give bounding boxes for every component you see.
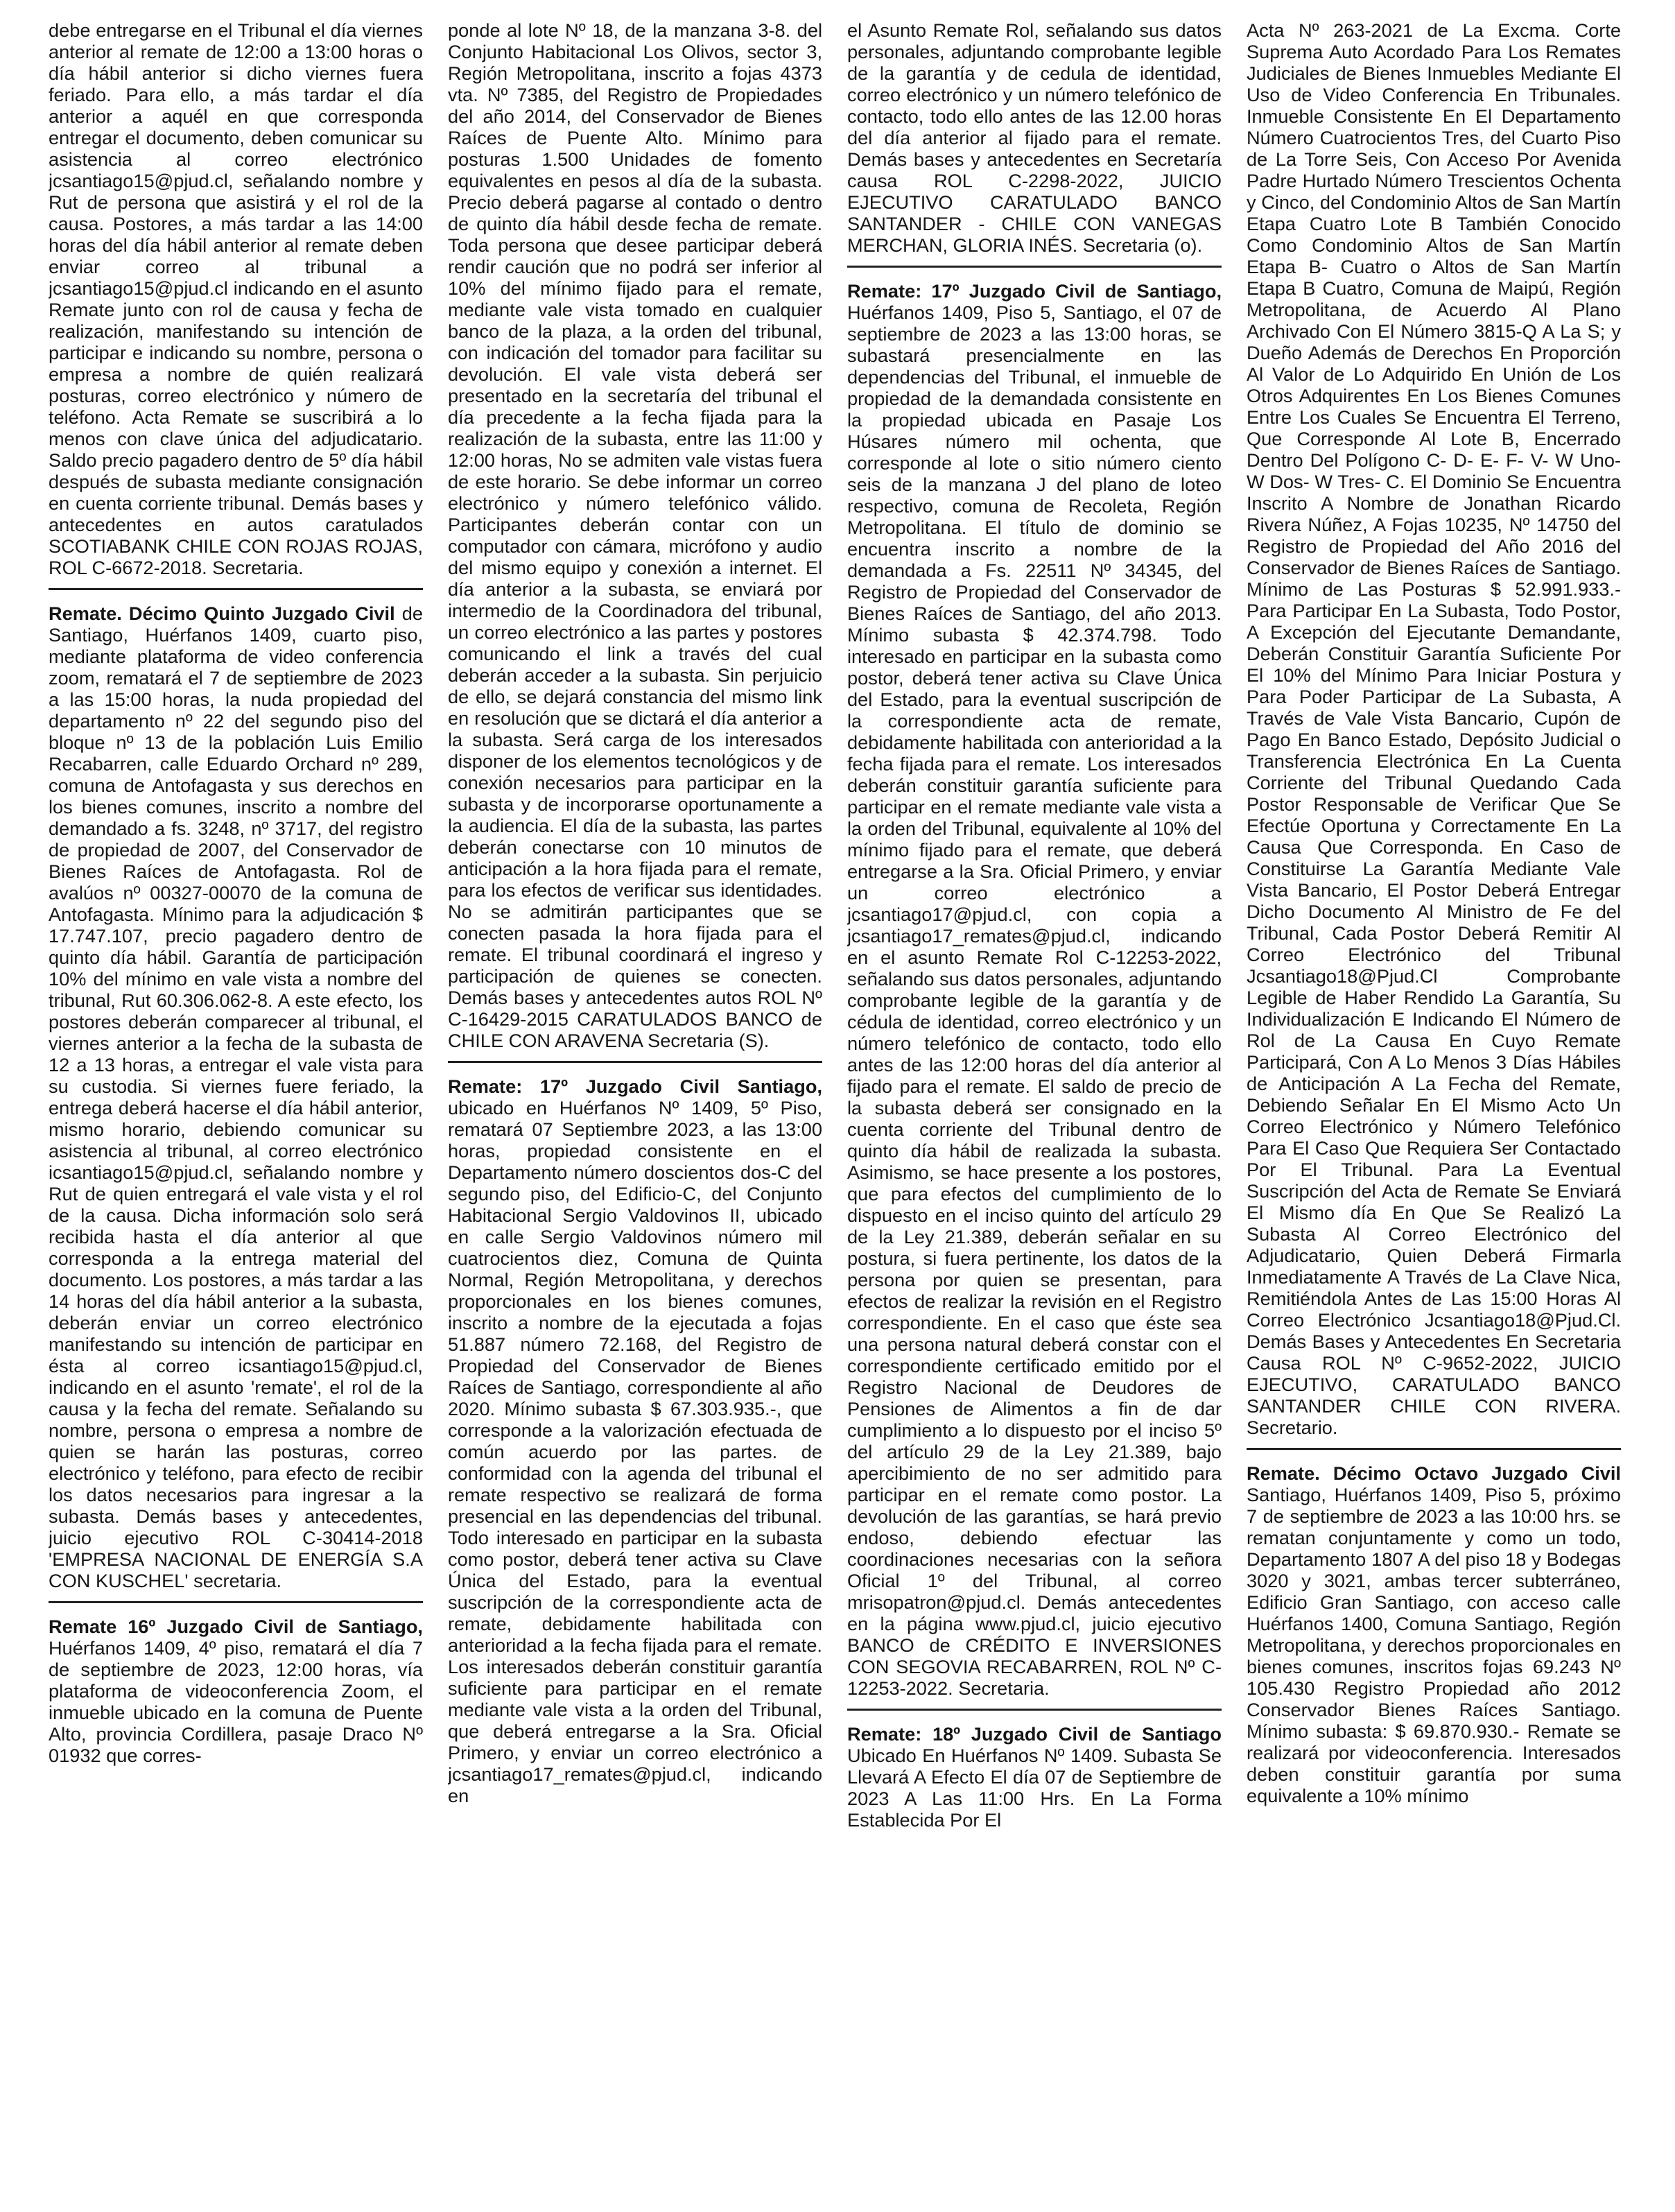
notice-divider xyxy=(847,266,1222,268)
notice-text: ponde al lote Nº 18, de la manzana 3-8. del Conjunto Habitacional Los Olivos, sector 3, Región Metropolitana, inscrito a fojas 4373 vta. Nº 7385, del Registro de Propiedades del año 2014, del Conservador de Bienes Raíces de Puente Alto. Mínimo para posturas 1.500 Unidades de fomento equivalentes en pesos al día de la subasta. Precio deberá pagarse al contado o dentro de quinto día hábil desde fecha de remate. Toda persona que desee participar deberá rendir caución que no podrá ser inferior al 10% del mínimo fijado para el remate, mediante vale vista tomado en cualquier banco de la plaza, a la orden del tribunal, con indicación del tomador para facilitar su devolución. El vale vista deberá ser presentado en la secretaría del tribunal el día precedente a la fecha fijada para la realización de la subasta, entre las 11:00 y 12:00 horas, No se admiten vale vistas fuera de este horario. Se debe informar un correo electrónico y número telefónico válido. Participantes deberán contar con un computador con cámara, micrófono y audio del mismo equipo y conexión a internet. El día anterior a la subasta, se enviará por intermedio de la Coordinadora del tribunal, un correo electrónico a las partes y postores comunicando el link a través del cual deberán acceder a la subasta. Sin perjuicio de ello, se dejará constancia del mismo link en resolución que se dictará el día anterior a la subasta. Será carga de los interesados disponer de los elementos tecnológicos y de conexión necesarios para participar en la subasta y de incorporarse oportunamente a la audiencia. El día de la subasta, las partes deberán conectarse con 10 minutos de anticipación a la hora fijada para el remate, para los efectos de verificar sus identidades. No se admitirán participantes que se conecten pasada la hora fijada para el remate. El tribunal coordinará el ingreso y participación de quienes se conecten. Demás bases y antecedentes autos ROL Nº C-16429-2015 CARATULADOS BANCO de CHILE CON ARAVENA Secretaria (S). xyxy=(448,19,822,1051)
notice-divider xyxy=(448,1061,822,1063)
notice-text: Huérfanos 1409, 4º piso, rematará el día 7 de septiembre de 2023, 12:00 horas, vía plataforma de videoconferencia Zoom, el inmueble ubicado en la comuna de Puente Alto, provincia Cordillera, pasaje Draco Nº 01932 que corres- xyxy=(49,1637,423,1766)
notice-divider xyxy=(847,1709,1222,1711)
notice-continuation xyxy=(847,19,1222,256)
notice-heading: Remate: 17º Juzgado Civil de Santiago, xyxy=(847,280,1222,302)
classifieds-page xyxy=(49,19,1626,2193)
column-3 xyxy=(847,19,1222,2193)
auction-notice xyxy=(847,1723,1222,1831)
notice-heading: Remate: 18º Juzgado Civil de Santiago xyxy=(847,1723,1222,1745)
auction-notice xyxy=(1247,1462,1621,1806)
notice-text: debe entregarse en el Tribunal el día viernes anterior al remate de 12:00 a 13:00 horas o día hábil anterior si dicho viernes fuera feriado. Para ello, a más tardar el día anterior a aquél en que corresponda entregar el documento, deben comunicar su asistencia al correo electrónico jcsantiago15@pjud.cl, señalando nombre y Rut de persona que asistirá y el rol de la causa. Postores, a más tardar a las 14:00 horas del día hábil anterior al remate deben enviar correo al tribunal a jcsantiago15@pjud.cl indicando en el asunto Remate junto con rol de causa y fecha de realización, manifestando su intención de participar e indicando su nombre, persona o empresa a nombre de quién realizará posturas, correo electrónico y número de teléfono. Acta Remate se suscribirá a lo menos con clave única del adjudicatario. Saldo precio pagadero dentro de 5º día hábil después de subasta mediante consignación en cuenta corriente tribunal. Demás bases y antecedentes en autos caratulados SCOTIABANK CHILE CON ROJAS ROJAS, ROL C-6672-2018. Secretaria. xyxy=(49,19,423,578)
notice-text: Huérfanos 1409, Piso 5, Santiago, el 07 de septiembre de 2023 a las 13:00 horas, se subastará presencialmente en las dependencias del Tribunal, el inmueble de propiedad de la demandada consistente en la propiedad ubicada en Pasaje Los Húsares número mil ochenta, que corresponde al lote o sitio número ciento seis de la manzana J del plano de loteo respectivo, comuna de Recoleta, Región Metropolitana. El título de dominio se encuentra inscrito a nombre de la demandada a Fs. 22511 Nº 34345, del Registro de Propiedad del Conservador de Bienes Raíces de Santiago, del año 2013. Mínimo subasta $ 42.374.798. Todo interesado en participar en la subasta como postor, deberá tener activa su Clave Única del Estado, para la eventual suscripción de la correspondiente acta de remate, debidamente habilitada con anterioridad a la fecha fijada para el remate. Los interesados deberán constituir garantía suficiente para participar en el remate mediante vale vista a la orden del Tribunal, equivalente al 10% del mínimo fijado para el remate, que deberá entregarse a la Sra. Oficial Primero, y enviar un correo electrónico a jcsantiago17@pjud.cl, con copia a jcsantiago17_remates@pjud.cl, indicando en el asunto Remate Rol C-12253-2022, señalando sus datos personales, adjuntando comprobante legible de la garantía y de cédula de identidad, correo electrónico y un número telefónico de contacto, todo ello antes de las 12:00 horas del día anterior al fijado para el remate. El saldo de precio de la subasta deberá ser consignado en la cuenta corriente del Tribunal dentro de quinto día hábil de realizada la subasta. Asimismo, se hace presente a los postores, que para efectos del cumplimiento de lo dispuesto en el inciso quinto del artículo 29 de la Ley 21.389, deberán señalar en su postura, si fuera pertinente, los datos de la persona por quien se presentan, para efectos de realizar la revisión en el Registro correspondiente. En el caso que éste sea una persona natural deberá constar con el correspondiente certificado emitido por el Registro Nacional de Deudores de Pensiones de Alimentos a fin de dar cumplimiento a lo dispuesto por el inciso 5º del artículo 29 de la Ley 21.389, bajo apercibimiento de no ser admitido para participar en el remate como postor. La devolución de las garantías, se hará previo endoso, debiendo efectuar las coordinaciones necesarias con la señora Oficial 1º del Tribunal, al correo mrisopatron@pjud.cl. Demás antecedentes en la página www.pjud.cl, juicio ejecutivo BANCO de CRÉDITO E INVERSIONES CON SEGOVIA RECABARREN, ROL Nº C-12253-2022. Secretaria. xyxy=(847,302,1222,1699)
notice-heading: Remate. Décimo Quinto Juzgado Civil xyxy=(49,603,395,624)
notice-divider xyxy=(49,588,423,590)
auction-notice xyxy=(49,1616,423,1766)
notice-text: Acta Nº 263-2021 de La Excma. Corte Suprema Auto Acordado Para Los Remates Judiciales de Bienes Inmuebles Mediante El Uso de Video Conferencia En Tribunales. Inmueble Consistente En El Departamento Número Cuatrocientos Tres, del Cuarto Piso de La Torre Seis, Con Acceso Por Avenida Padre Hurtado Número Trescientos Ochenta y Cinco, del Condominio Altos de San Martín Etapa Cuatro Lote B También Conocido Como Condominio Altos de San Martín Etapa B- Cuatro o Altos de San Martín Etapa B Cuatro, Comuna de Maipú, Región Metropolitana, de Acuerdo Al Plano Archivado Con El Número 3815-Q A La S; y Dueño Además de Derechos En Proporción Al Valor de Lo Adquirido En Unión de Los Otros Adquirentes En Los Bienes Comunes Entre Los Cuales Se Encuentra El Terreno, Que Corresponde Al Lote B, Encerrado Dentro Del Polígono C- D- E- F- V- W Uno- W Dos- W Tres- C. El Dominio Se Encuentra Inscrito A Nombre de Jonathan Ricardo Rivera Núñez, A Fojas 10235, Nº 14750 del Registro de Propiedad del Año 2016 del Conservador de Bienes Raíces de Santiago. Mínimo de Las Posturas $ 52.991.933.- Para Participar En La Subasta, Todo Postor, A Excepción del Ejecutante Demandante, Deberán Constituir Garantía Suficiente Por El 10% del Mínimo Para Iniciar Postura y Para Poder Participar de La Subasta, A Través de Vale Vista Bancario, Cupón de Pago En Banco Estado, Depósito Judicial o Transferencia Electrónica En La Cuenta Corriente del Tribunal Quedando Cada Postor Responsable de Verificar Que Se Efectúe Oportuna y Correctamente En La Causa Que Corresponda. En Caso de Constituirse La Garantía Mediante Vale Vista Bancario, El Postor Deberá Entregar Dicho Documento Al Ministro de Fe del Tribunal, Cada Postor Deberá Remitir Al Correo Electrónico del Tribunal Jcsantiago18@Pjud.Cl Comprobante Legible de Haber Rendido La Garantía, Su Individualización E Indicando El Número de Rol de La Causa En Cuyo Remate Participará, Con A Lo Menos 3 Días Hábiles de Anticipación A La Fecha del Remate, Debiendo Señalar En El Mismo Acto Un Correo Electrónico y Número Telefónico Para El Caso Que Requiera Ser Contactado Por El Tribunal. Para La Eventual Suscripción del Acta de Remate Se Enviará El Mismo día En Que Se Realizó La Subasta Al Correo Electrónico del Adjudicatario, Quien Deberá Firmarla Inmediatamente A Través de La Clave Nica, Remitiéndola Antes de Las 15:00 Horas Al Correo Electrónico Jcsantiago18@Pjud.Cl. Demás Bases y Antecedentes En Secretaria Causa ROL Nº C-9652-2022, JUICIO EJECUTIVO, CARATULADO BANCO SANTANDER CHILE CON RIVERA. Secretario. xyxy=(1247,19,1621,1438)
notice-continuation xyxy=(1247,19,1621,1438)
notice-text: Santiago, Huérfanos 1409, Piso 5, próximo 7 de septiembre de 2023 a las 10:00 hrs. se rematan conjuntamente y como un todo, Departamento 1807 A del piso 18 y Bodegas 3020 y 3021, ambas tercer subterráneo, Edificio Gran Santiago, con acceso calle Huérfanos 1400, Comuna Santiago, Región Metropolitana, y derechos proporcionales en bienes comunes, inscritos fojas 69.243 Nº 105.430 Registro Propiedad año 2012 Conservador Bienes Raíces Santiago. Mínimo subasta: $ 69.870.930.- Remate se realizará por videoconferencia. Interesados deben constituir garantía por suma equivalente a 10% mínimo xyxy=(1247,1484,1621,1806)
notice-divider xyxy=(49,1601,423,1603)
column-2 xyxy=(448,19,822,2193)
notice-continuation xyxy=(49,19,423,578)
auction-notice xyxy=(448,1075,822,1806)
notice-text: de Santiago, Huérfanos 1409, cuarto piso, mediante plataforma de video conferencia zoom, rematará el 7 de septiembre de 2023 a las 15:00 horas, la nuda propiedad del departamento nº 22 del segundo piso del bloque nº 13 de la población Luis Emilio Recabarren, calle Eduardo Orchard nº 289, comuna de Antofagasta y sus derechos en los bienes comunes, inscrito a nombre del demandado a fs. 3248, nº 3717, del registro de propiedad de 2007, del Conservador de Bienes Raíces de Antofagasta. Rol de avalúos nº 00327-00070 de la comuna de Antofagasta. Mínimo para la adjudicación $ 17.747.107, precio pagadero dentro de quinto día hábil. Garantía de participación 10% del mínimo en vale vista a nombre del tribunal, Rut 60.306.062-8. A este efecto, los postores deberán comparecer al tribunal, el viernes anterior a la fecha de la subasta de 12 a 13 horas, a entregar el vale vista para su custodia. Si viernes fuere feriado, la entrega deberá hacerse el día hábil anterior, mismo horario, debiendo comunicar su asistencia al tribunal, al correo electrónico icsantiago15@pjud.cl, señalando nombre y Rut de quien entregará el vale vista y el rol de la causa. Dicha información solo será recibida hasta el día anterior al que corresponda a la entrega material del documento. Los postores, a más tardar a las 14 horas del día hábil anterior a la subasta, deberán enviar un correo electrónico manifestando su intención de participar en ésta al correo icsantiago15@pjud.cl, indicando en el asunto 'remate', el rol de la causa y la fecha del remate. Señalando su nombre, persona o empresa a nombre de quien se harán las posturas, correo electrónico y teléfono, para efecto de recibir los datos necesarios para ingresar a la subasta. Demás bases y antecedentes, juicio ejecutivo ROL C-30414-2018 'EMPRESA NACIONAL DE ENERGÍA S.A CON KUSCHEL' secretaria. xyxy=(49,603,423,1591)
column-1 xyxy=(49,19,423,2193)
notice-heading: Remate 16º Juzgado Civil de Santiago, xyxy=(49,1616,423,1637)
column-4 xyxy=(1247,19,1621,2193)
notice-heading: Remate: 17º Juzgado Civil Santiago, xyxy=(448,1075,822,1097)
notice-divider xyxy=(1247,1448,1621,1450)
notice-continuation xyxy=(448,19,822,1051)
notice-heading: Remate. Décimo Octavo Juzgado Civil xyxy=(1247,1462,1621,1484)
auction-notice xyxy=(847,280,1222,1699)
auction-notice xyxy=(49,603,423,1591)
notice-text: el Asunto Remate Rol, señalando sus datos personales, adjuntando comprobante legible de la garantía y de cedula de identidad, correo electrónico y un número telefónico de contacto, todo ello antes de las 12.00 horas del día anterior al fijado para el remate. Demás bases y antecedentes en Secretaría causa ROL C-2298-2022, JUICIO EJECUTIVO CARATULADO BANCO SANTANDER - CHILE CON VANEGAS MERCHAN, GLORIA INÉS. Secretaria (o). xyxy=(847,19,1222,256)
notice-text: Ubicado En Huérfanos Nº 1409. Subasta Se Llevará A Efecto El día 07 de Septiembre de 2023 A Las 11:00 Hrs. En La Forma Establecida Por El xyxy=(847,1745,1222,1831)
notice-text: ubicado en Huérfanos Nº 1409, 5º Piso, rematará 07 Septiembre 2023, a las 13:00 horas, propiedad consistente en el Departamento número doscientos dos-C del segundo piso, del Edificio-C, del Conjunto Habitacional Sergio Valdovinos II, ubicado en calle Sergio Valdovinos número mil cuatrocientos diez, Comuna de Quinta Normal, Región Metropolitana, y derechos proporcionales en los bienes comunes, inscrito a nombre de la ejecutada a fojas 51.887 número 72.168, del Registro de Propiedad del Conservador de Bienes Raíces de Santiago, correspondiente al año 2020. Mínimo subasta $ 67.303.935.-, que corresponde a la valorización efectuada de común acuerdo por las partes. de conformidad con la agenda del tribunal el remate respectivo se realizará de forma presencial en las dependencias del tribunal. Todo interesado en participar en la subasta como postor, deberá tener activa su Clave Única del Estado, para la eventual suscripción de la correspondiente acta de remate, debidamente habilitada con anterioridad a la fecha fijada para el remate. Los interesados deberán constituir garantía suficiente para participar en el remate mediante vale vista a la orden del Tribunal, que deberá entregarse a la Sra. Oficial Primero, y enviar un correo electrónico a jcsantiago17_remates@pjud.cl, indicando en xyxy=(448,1097,822,1806)
